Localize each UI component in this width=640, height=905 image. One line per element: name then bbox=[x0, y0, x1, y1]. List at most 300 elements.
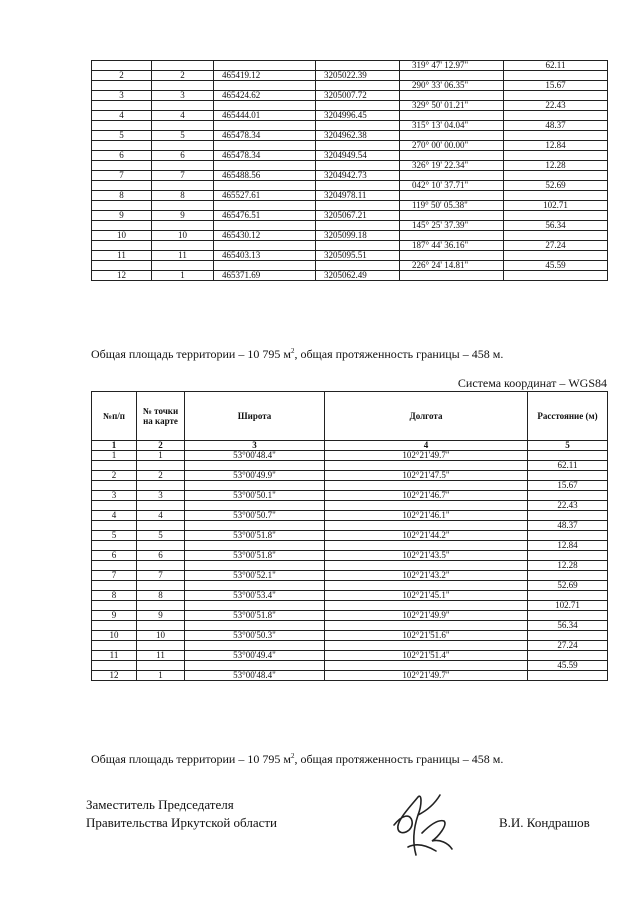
longitude-cell: 102°21'46.1" bbox=[325, 511, 528, 521]
point-number-cell bbox=[137, 541, 185, 551]
distance-cell bbox=[528, 651, 608, 661]
point-index-cell: 2 bbox=[92, 71, 152, 81]
y-coordinate-cell bbox=[316, 181, 400, 191]
table-row bbox=[92, 581, 608, 591]
x-coordinate-cell: 465371.69 bbox=[214, 271, 316, 281]
point-index-cell: 9 bbox=[92, 611, 137, 621]
distance-cell: 15.67 bbox=[528, 481, 608, 491]
table-row bbox=[92, 181, 608, 191]
y-coordinate-cell: 3205022.39 bbox=[316, 71, 400, 81]
point-number-cell: 5 bbox=[152, 131, 214, 141]
point-number-cell: 7 bbox=[137, 571, 185, 581]
latitude-cell: 53°00'50.1" bbox=[185, 491, 325, 501]
table-row bbox=[92, 111, 608, 121]
x-coordinate-cell: 465419.12 bbox=[214, 71, 316, 81]
point-number-cell bbox=[137, 661, 185, 671]
longitude-cell: 102°21'44.2" bbox=[325, 531, 528, 541]
table-row bbox=[92, 641, 608, 651]
direction-angle-cell: 290° 33' 06.35" bbox=[400, 81, 504, 91]
point-index-cell bbox=[92, 61, 152, 71]
table-row bbox=[92, 151, 608, 161]
distance-cell: 12.28 bbox=[504, 161, 608, 171]
longitude-cell bbox=[325, 581, 528, 591]
colnum-1: 1 bbox=[92, 441, 137, 451]
distance-cell: 45.59 bbox=[528, 661, 608, 671]
point-index-cell bbox=[92, 141, 152, 151]
x-coordinate-cell: 465478.34 bbox=[214, 131, 316, 141]
y-coordinate-cell bbox=[316, 241, 400, 251]
direction-angle-cell bbox=[400, 131, 504, 141]
summary-text-pre: Общая площадь территории – 10 795 м bbox=[91, 347, 291, 361]
latitude-cell bbox=[185, 661, 325, 671]
table-row bbox=[92, 131, 608, 141]
x-coordinate-cell: 465476.51 bbox=[214, 211, 316, 221]
latitude-cell: 53°00'50.7" bbox=[185, 511, 325, 521]
x-coordinate-cell bbox=[214, 201, 316, 211]
colnum-5: 5 bbox=[528, 441, 608, 451]
table-row bbox=[92, 71, 608, 81]
table-row bbox=[92, 491, 608, 501]
point-number-cell bbox=[137, 521, 185, 531]
longitude-cell bbox=[325, 561, 528, 571]
table-row bbox=[92, 261, 608, 271]
latitude-cell: 53°00'50.3" bbox=[185, 631, 325, 641]
point-index-cell bbox=[92, 221, 152, 231]
longitude-cell: 102°21'47.5" bbox=[325, 471, 528, 481]
colnum-2: 2 bbox=[137, 441, 185, 451]
point-number-cell bbox=[137, 641, 185, 651]
latitude-cell bbox=[185, 541, 325, 551]
longitude-cell bbox=[325, 661, 528, 671]
point-number-cell bbox=[137, 621, 185, 631]
latitude-cell: 53°00'53.4" bbox=[185, 591, 325, 601]
x-coordinate-cell bbox=[214, 181, 316, 191]
point-number-cell bbox=[152, 201, 214, 211]
distance-cell bbox=[504, 111, 608, 121]
table-row bbox=[92, 251, 608, 261]
distance-cell bbox=[528, 591, 608, 601]
signatory-title-line1: Заместитель Председателя bbox=[86, 797, 234, 812]
table2-colnum-row bbox=[92, 441, 608, 451]
table-row bbox=[92, 121, 608, 131]
distance-cell: 102.71 bbox=[504, 201, 608, 211]
y-coordinate-cell: 3205099.18 bbox=[316, 231, 400, 241]
direction-angle-cell: 319° 47' 12.97" bbox=[400, 61, 504, 71]
x-coordinate-cell: 465430.12 bbox=[214, 231, 316, 241]
point-number-cell: 4 bbox=[137, 511, 185, 521]
direction-angle-cell bbox=[400, 171, 504, 181]
y-coordinate-cell: 3204942.73 bbox=[316, 171, 400, 181]
colnum-3: 3 bbox=[185, 441, 325, 451]
table-row bbox=[92, 61, 608, 71]
longitude-cell bbox=[325, 621, 528, 631]
point-index-cell bbox=[92, 261, 152, 271]
latitude-cell: 53°00'48.4" bbox=[185, 451, 325, 461]
table-row bbox=[92, 221, 608, 231]
table-row bbox=[92, 661, 608, 671]
header-lat: Широта bbox=[185, 392, 325, 441]
distance-cell bbox=[528, 571, 608, 581]
point-number-cell: 3 bbox=[152, 91, 214, 101]
distance-cell: 12.28 bbox=[528, 561, 608, 571]
longitude-cell: 102°21'43.5" bbox=[325, 551, 528, 561]
y-coordinate-cell bbox=[316, 61, 400, 71]
latitude-cell: 53°00'51.8" bbox=[185, 531, 325, 541]
direction-angle-cell: 145° 25' 37.39" bbox=[400, 221, 504, 231]
y-coordinate-cell: 3204962.38 bbox=[316, 131, 400, 141]
latitude-cell: 53°00'51.8" bbox=[185, 551, 325, 561]
table-row bbox=[92, 671, 608, 681]
summary-text-post: , общая протяженность границы – 458 м. bbox=[294, 752, 504, 766]
longitude-cell: 102°21'43.2" bbox=[325, 571, 528, 581]
point-number-cell: 11 bbox=[137, 651, 185, 661]
distance-cell bbox=[528, 611, 608, 621]
distance-cell bbox=[504, 131, 608, 141]
handwritten-signature bbox=[382, 785, 462, 865]
point-number-cell bbox=[137, 601, 185, 611]
table-row bbox=[92, 511, 608, 521]
longitude-cell: 102°21'45.1" bbox=[325, 591, 528, 601]
table-row bbox=[92, 231, 608, 241]
point-number-cell: 4 bbox=[152, 111, 214, 121]
point-number-cell bbox=[152, 61, 214, 71]
point-index-cell: 11 bbox=[92, 251, 152, 261]
header-point: № точки на карте bbox=[137, 392, 185, 441]
table-row bbox=[92, 541, 608, 551]
distance-cell bbox=[504, 211, 608, 221]
distance-cell bbox=[504, 91, 608, 101]
table-row bbox=[92, 141, 608, 151]
point-index-cell: 6 bbox=[92, 551, 137, 561]
point-number-cell: 10 bbox=[152, 231, 214, 241]
point-index-cell: 4 bbox=[92, 111, 152, 121]
table-row bbox=[92, 81, 608, 91]
point-index-cell: 8 bbox=[92, 191, 152, 201]
table-row bbox=[92, 471, 608, 481]
point-index-cell: 2 bbox=[92, 471, 137, 481]
table-row bbox=[92, 521, 608, 531]
point-number-cell bbox=[137, 481, 185, 491]
point-index-cell: 10 bbox=[92, 231, 152, 241]
direction-angle-cell: 042° 10' 37.71" bbox=[400, 181, 504, 191]
point-number-cell bbox=[137, 561, 185, 571]
point-number-cell: 1 bbox=[137, 451, 185, 461]
point-index-cell bbox=[92, 601, 137, 611]
latitude-cell bbox=[185, 621, 325, 631]
point-number-cell: 6 bbox=[137, 551, 185, 561]
longitude-cell bbox=[325, 481, 528, 491]
point-index-cell bbox=[92, 561, 137, 571]
distance-cell bbox=[504, 251, 608, 261]
point-number-cell: 1 bbox=[152, 271, 214, 281]
point-number-cell bbox=[152, 121, 214, 131]
point-index-cell bbox=[92, 581, 137, 591]
distance-cell: 12.84 bbox=[528, 541, 608, 551]
distance-cell: 48.37 bbox=[504, 121, 608, 131]
table2-header-row bbox=[92, 392, 608, 441]
table-row bbox=[92, 171, 608, 181]
header-num: №п/п bbox=[92, 392, 137, 441]
table-row bbox=[92, 451, 608, 461]
point-index-cell: 7 bbox=[92, 571, 137, 581]
longitude-cell: 102°21'51.6" bbox=[325, 631, 528, 641]
latitude-cell bbox=[185, 501, 325, 511]
point-number-cell bbox=[152, 101, 214, 111]
table-row bbox=[92, 191, 608, 201]
point-index-cell bbox=[92, 481, 137, 491]
y-coordinate-cell: 3205007.72 bbox=[316, 91, 400, 101]
y-coordinate-cell bbox=[316, 101, 400, 111]
x-coordinate-cell bbox=[214, 101, 316, 111]
point-number-cell bbox=[152, 241, 214, 251]
latitude-cell bbox=[185, 521, 325, 531]
point-number-cell: 3 bbox=[137, 491, 185, 501]
x-coordinate-cell: 465444.01 bbox=[214, 111, 316, 121]
x-coordinate-cell: 465527.61 bbox=[214, 191, 316, 201]
y-coordinate-cell: 3205095.51 bbox=[316, 251, 400, 261]
x-coordinate-cell: 465488.56 bbox=[214, 171, 316, 181]
y-coordinate-cell bbox=[316, 81, 400, 91]
table-row bbox=[92, 561, 608, 571]
point-index-cell bbox=[92, 541, 137, 551]
point-index-cell: 3 bbox=[92, 91, 152, 101]
table-row bbox=[92, 531, 608, 541]
point-index-cell bbox=[92, 181, 152, 191]
distance-cell bbox=[504, 171, 608, 181]
distance-cell: 102.71 bbox=[528, 601, 608, 611]
direction-angle-cell: 329° 50' 01.21" bbox=[400, 101, 504, 111]
table-row bbox=[92, 571, 608, 581]
y-coordinate-cell bbox=[316, 141, 400, 151]
longitude-cell bbox=[325, 641, 528, 651]
distance-cell bbox=[528, 631, 608, 641]
point-number-cell: 2 bbox=[152, 71, 214, 81]
distance-cell bbox=[528, 511, 608, 521]
summary-superscript: 2 bbox=[290, 347, 295, 355]
direction-angle-cell bbox=[400, 211, 504, 221]
distance-cell: 56.34 bbox=[504, 221, 608, 231]
table-row bbox=[92, 611, 608, 621]
x-coordinate-cell bbox=[214, 261, 316, 271]
y-coordinate-cell: 3204978.11 bbox=[316, 191, 400, 201]
point-number-cell: 8 bbox=[152, 191, 214, 201]
point-number-cell bbox=[137, 501, 185, 511]
distance-cell bbox=[528, 471, 608, 481]
direction-angle-cell bbox=[400, 91, 504, 101]
x-coordinate-cell bbox=[214, 141, 316, 151]
longitude-cell: 102°21'49.7" bbox=[325, 451, 528, 461]
longitude-cell: 102°21'46.7" bbox=[325, 491, 528, 501]
point-index-cell: 12 bbox=[92, 271, 152, 281]
point-number-cell: 9 bbox=[137, 611, 185, 621]
distance-cell bbox=[504, 71, 608, 81]
direction-angle-cell bbox=[400, 231, 504, 241]
longitude-cell: 102°21'49.7" bbox=[325, 671, 528, 681]
point-index-cell: 1 bbox=[92, 451, 137, 461]
latitude-cell bbox=[185, 641, 325, 651]
point-index-cell: 9 bbox=[92, 211, 152, 221]
point-index-cell bbox=[92, 661, 137, 671]
distance-cell bbox=[504, 231, 608, 241]
x-coordinate-cell: 465424.62 bbox=[214, 91, 316, 101]
area-summary-2 bbox=[91, 752, 503, 767]
distance-cell: 62.11 bbox=[504, 61, 608, 71]
latitude-cell bbox=[185, 601, 325, 611]
table-row bbox=[92, 201, 608, 211]
direction-angle-cell: 187° 44' 36.16" bbox=[400, 241, 504, 251]
x-coordinate-cell bbox=[214, 221, 316, 231]
x-coordinate-cell bbox=[214, 121, 316, 131]
latitude-cell: 53°00'48.4" bbox=[185, 671, 325, 681]
point-index-cell: 11 bbox=[92, 651, 137, 661]
direction-angle-cell bbox=[400, 111, 504, 121]
direction-angle-cell bbox=[400, 251, 504, 261]
direction-angle-cell: 326° 19' 22.34" bbox=[400, 161, 504, 171]
table-row bbox=[92, 601, 608, 611]
longitude-cell bbox=[325, 541, 528, 551]
point-number-cell: 11 bbox=[152, 251, 214, 261]
longitude-cell bbox=[325, 501, 528, 511]
latitude-cell: 53°00'51.8" bbox=[185, 611, 325, 621]
signatory-name: В.И. Кондрашов bbox=[499, 815, 590, 830]
y-coordinate-cell: 3205062.49 bbox=[316, 271, 400, 281]
point-index-cell bbox=[92, 161, 152, 171]
point-index-cell: 5 bbox=[92, 131, 152, 141]
signatory-title-line2: Правительства Иркутской области bbox=[86, 815, 278, 830]
latitude-cell: 53°00'52.1" bbox=[185, 571, 325, 581]
table-row bbox=[92, 101, 608, 111]
table-row bbox=[92, 211, 608, 221]
distance-cell: 48.37 bbox=[528, 521, 608, 531]
distance-cell: 22.43 bbox=[528, 501, 608, 511]
distance-cell bbox=[528, 491, 608, 501]
latitude-cell bbox=[185, 481, 325, 491]
distance-cell bbox=[504, 151, 608, 161]
table-row bbox=[92, 481, 608, 491]
point-number-cell bbox=[137, 581, 185, 591]
point-index-cell: 8 bbox=[92, 591, 137, 601]
point-index-cell: 5 bbox=[92, 531, 137, 541]
point-index-cell: 4 bbox=[92, 511, 137, 521]
direction-angle-cell bbox=[400, 191, 504, 201]
point-index-cell bbox=[92, 521, 137, 531]
distance-cell bbox=[528, 551, 608, 561]
point-index-cell bbox=[92, 81, 152, 91]
point-number-cell bbox=[152, 221, 214, 231]
direction-angle-cell bbox=[400, 271, 504, 281]
table-row bbox=[92, 91, 608, 101]
point-index-cell bbox=[92, 641, 137, 651]
table-row bbox=[92, 551, 608, 561]
direction-angle-cell: 226° 24' 14.81" bbox=[400, 261, 504, 271]
x-coordinate-cell: 465478.34 bbox=[214, 151, 316, 161]
y-coordinate-cell bbox=[316, 201, 400, 211]
point-index-cell: 3 bbox=[92, 491, 137, 501]
distance-cell: 52.69 bbox=[528, 581, 608, 591]
direction-angle-cell bbox=[400, 71, 504, 81]
summary-superscript: 2 bbox=[290, 752, 295, 760]
y-coordinate-cell: 3204949.54 bbox=[316, 151, 400, 161]
boundary-table-local bbox=[91, 60, 608, 281]
distance-cell: 27.24 bbox=[504, 241, 608, 251]
latitude-cell bbox=[185, 561, 325, 571]
table-row bbox=[92, 271, 608, 281]
distance-cell bbox=[528, 531, 608, 541]
longitude-cell bbox=[325, 601, 528, 611]
point-number-cell bbox=[152, 161, 214, 171]
point-index-cell: 10 bbox=[92, 631, 137, 641]
point-index-cell bbox=[92, 101, 152, 111]
point-number-cell: 10 bbox=[137, 631, 185, 641]
direction-angle-cell bbox=[400, 151, 504, 161]
distance-cell: 56.34 bbox=[528, 621, 608, 631]
x-coordinate-cell bbox=[214, 81, 316, 91]
x-coordinate-cell: 465403.13 bbox=[214, 251, 316, 261]
point-number-cell: 5 bbox=[137, 531, 185, 541]
point-index-cell: 7 bbox=[92, 171, 152, 181]
point-index-cell: 12 bbox=[92, 671, 137, 681]
table-row bbox=[92, 631, 608, 641]
area-summary-1 bbox=[91, 347, 503, 362]
latitude-cell: 53°00'49.4" bbox=[185, 651, 325, 661]
longitude-cell: 102°21'51.4" bbox=[325, 651, 528, 661]
distance-cell bbox=[528, 671, 608, 681]
point-number-cell bbox=[152, 181, 214, 191]
point-index-cell bbox=[92, 501, 137, 511]
summary-text-post: , общая протяженность границы – 458 м. bbox=[294, 347, 504, 361]
y-coordinate-cell: 3204996.45 bbox=[316, 111, 400, 121]
distance-cell bbox=[504, 271, 608, 281]
table-row bbox=[92, 591, 608, 601]
x-coordinate-cell bbox=[214, 61, 316, 71]
direction-angle-cell: 315° 13' 04.04" bbox=[400, 121, 504, 131]
latitude-cell: 53°00'49.9" bbox=[185, 471, 325, 481]
summary-text-pre: Общая площадь территории – 10 795 м bbox=[91, 752, 291, 766]
point-index-cell bbox=[92, 201, 152, 211]
x-coordinate-cell bbox=[214, 161, 316, 171]
longitude-cell bbox=[325, 521, 528, 531]
table-row bbox=[92, 241, 608, 251]
y-coordinate-cell bbox=[316, 261, 400, 271]
longitude-cell bbox=[325, 461, 528, 471]
distance-cell: 15.67 bbox=[504, 81, 608, 91]
distance-cell bbox=[528, 451, 608, 461]
distance-cell: 62.11 bbox=[528, 461, 608, 471]
y-coordinate-cell bbox=[316, 221, 400, 231]
direction-angle-cell: 270° 00' 00.00" bbox=[400, 141, 504, 151]
point-number-cell bbox=[152, 141, 214, 151]
point-number-cell: 2 bbox=[137, 471, 185, 481]
distance-cell: 12.84 bbox=[504, 141, 608, 151]
distance-cell: 22.43 bbox=[504, 101, 608, 111]
point-number-cell bbox=[137, 461, 185, 471]
distance-cell bbox=[504, 191, 608, 201]
coordinate-system-label: Система координат – WGS84 bbox=[457, 376, 607, 390]
point-number-cell bbox=[152, 261, 214, 271]
point-index-cell bbox=[92, 621, 137, 631]
table-row bbox=[92, 651, 608, 661]
point-index-cell bbox=[92, 121, 152, 131]
latitude-cell bbox=[185, 461, 325, 471]
y-coordinate-cell: 3205067.21 bbox=[316, 211, 400, 221]
point-number-cell: 9 bbox=[152, 211, 214, 221]
point-index-cell: 6 bbox=[92, 151, 152, 161]
table-row bbox=[92, 621, 608, 631]
distance-cell: 45.59 bbox=[504, 261, 608, 271]
point-number-cell: 7 bbox=[152, 171, 214, 181]
distance-cell: 27.24 bbox=[528, 641, 608, 651]
y-coordinate-cell bbox=[316, 161, 400, 171]
